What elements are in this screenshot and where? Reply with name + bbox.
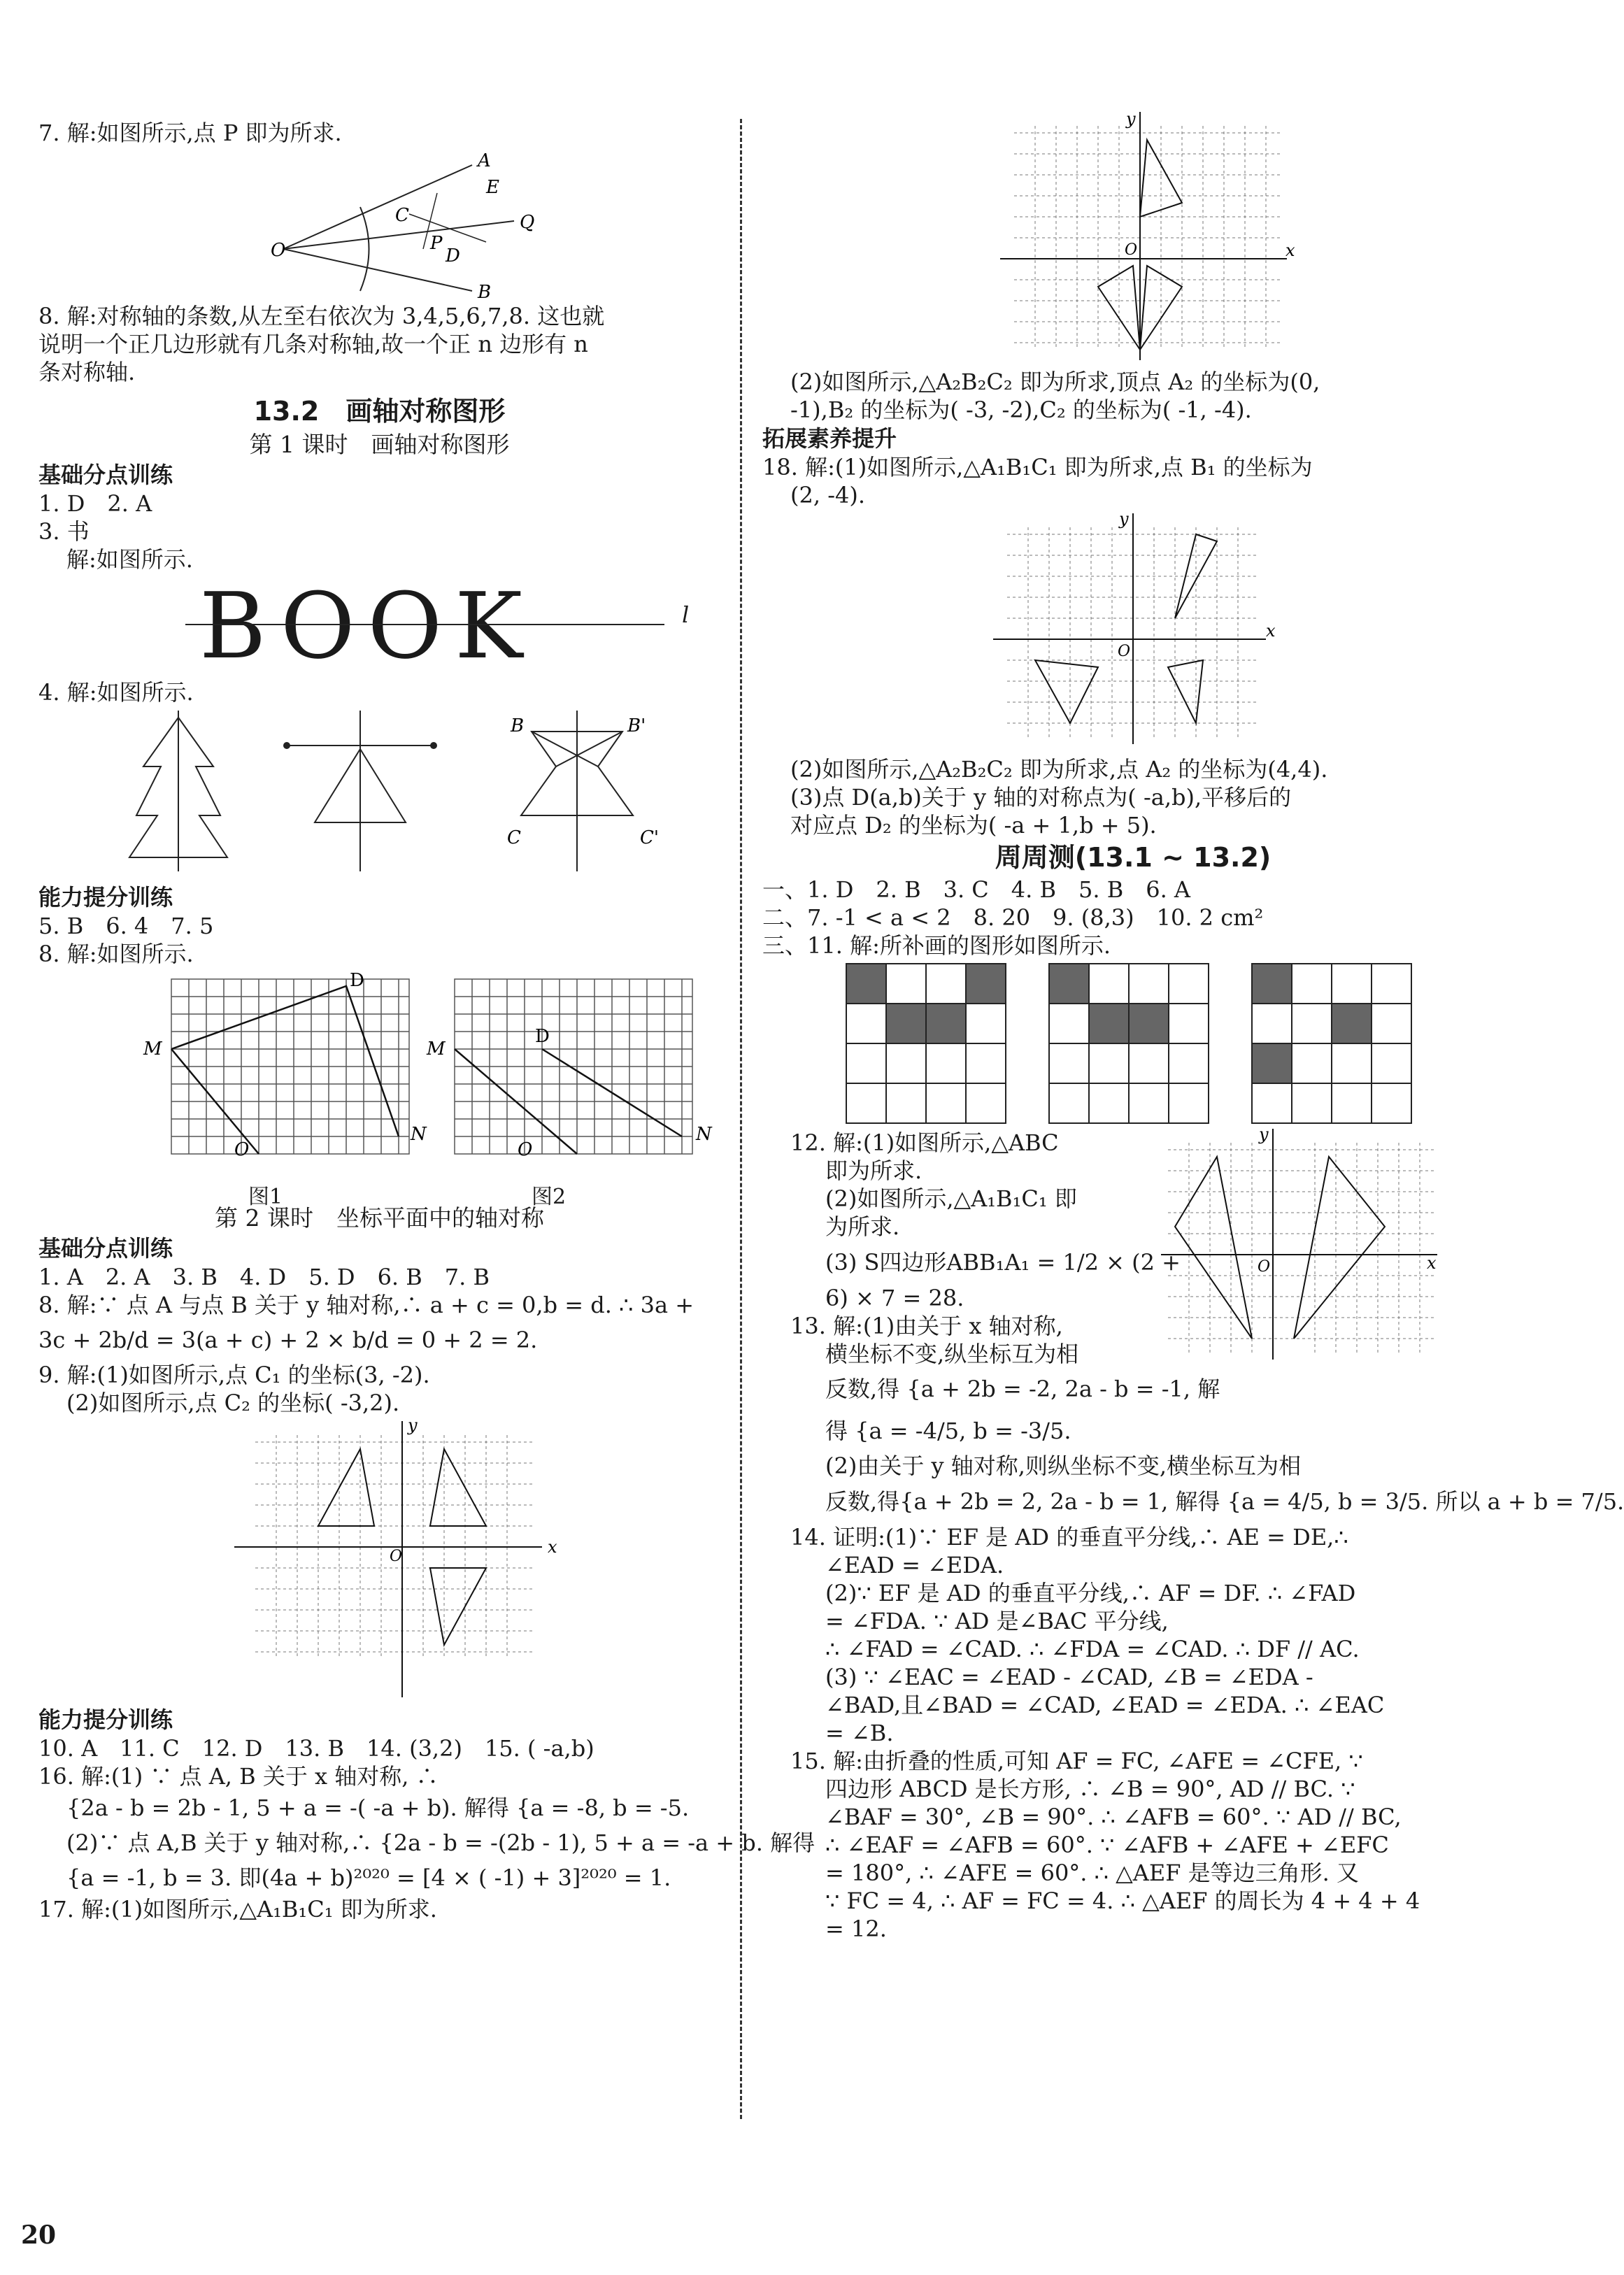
book-axis-label: l xyxy=(682,601,690,628)
svg-text:B: B xyxy=(478,282,492,303)
w14-line7: ∠BAD,且∠BAD = ∠CAD, ∠EAD = ∠EDA. ∴ ∠EAC xyxy=(825,1692,1385,1718)
fig1-label: 图1 xyxy=(248,1185,283,1209)
w12-line6: 6) × 7 = 28. xyxy=(825,1285,964,1311)
w15-line6: ∵ FC = 4, ∴ AF = FC = 4. ∴ △AEF 的周长为 4 + 4 + 4 xyxy=(825,1888,1420,1914)
w12-line3: (2)如图所示,△A₁B₁C₁ 即 xyxy=(825,1185,1077,1212)
w12-line2: 即为所求. xyxy=(825,1157,923,1184)
w15-line7: = 12. xyxy=(825,1916,887,1942)
c8-line2: 3c + 2b/d = 3(a + c) + 2 × b/d = 0 + 2 = 2. xyxy=(38,1327,538,1353)
svg-text:x: x xyxy=(1266,621,1276,641)
a5-answers: 5. B 6. 4 7. 5 xyxy=(38,913,214,939)
b3-solution: 解:如图所示. xyxy=(66,546,193,573)
svg-text:O: O xyxy=(390,1548,403,1565)
w14-line3: (2)∵ EF 是 AD 的垂直平分线,∴ AF = DF. ∴ ∠FAD xyxy=(825,1580,1356,1606)
w13-line5: (2)由关于 y 轴对称,则纵坐标不变,横坐标互为相 xyxy=(825,1453,1302,1479)
fig-labels xyxy=(38,1179,720,1209)
svg-text:O: O xyxy=(271,240,286,261)
r18-line3: (2)如图所示,△A₂B₂C₂ 即为所求,点 A₂ 的坐标为(4,4). xyxy=(790,756,1328,783)
book-axis-line xyxy=(185,624,664,625)
book-figure xyxy=(199,573,720,678)
right-column xyxy=(762,109,1624,1943)
w11-grids xyxy=(846,964,1462,1125)
w13-line4: 得 {a = -4/5, b = -3/5. xyxy=(825,1418,1071,1444)
w13-line6: 反数,得{a + 2b = 2, 2a - b = 1, 解得 {a = 4/5, b = 3/5. 所以 a + b = 7/5. xyxy=(825,1488,1624,1515)
d16-line4: {a = -1, b = 3. 即(4a + b)²⁰²⁰ = [4 × ( -1) + 3]²⁰²⁰ = 1. xyxy=(66,1864,671,1891)
svg-text:Q: Q xyxy=(520,212,535,233)
svg-text:M: M xyxy=(143,1039,162,1060)
b4-figures xyxy=(129,711,759,878)
b1-answers: 1. D 2. A xyxy=(38,490,152,517)
a8-text: 8. 解:如图所示. xyxy=(38,941,194,967)
svg-text:D: D xyxy=(535,1026,550,1047)
r18-line2: (2, -4). xyxy=(790,482,866,508)
q18-coordinate-figure xyxy=(993,509,1276,751)
lesson2-title: 第 2 课时 坐标平面中的轴对称 xyxy=(215,1204,544,1232)
a8-grid-figures xyxy=(108,972,738,1203)
svg-text:x: x xyxy=(1427,1253,1437,1273)
d16-line1: 16. 解:(1) ∵ 点 A, B 关于 x 轴对称, ∴ xyxy=(38,1763,439,1790)
svg-text:y: y xyxy=(408,1415,418,1435)
svg-text:O: O xyxy=(234,1139,250,1160)
left-column xyxy=(38,119,815,1923)
w12-line5: (3) S四边形ABB₁A₁ = 1/2 × (2 + xyxy=(825,1249,1181,1276)
svg-text:O: O xyxy=(1118,643,1131,660)
svg-text:C': C' xyxy=(640,827,660,848)
ability-training-1: 能力提分训练 xyxy=(38,884,173,911)
q8-line3: 条对称轴. xyxy=(38,359,136,385)
w14-line4: = ∠FDA. ∵ AD 是∠BAC 平分线, xyxy=(825,1608,1169,1634)
lesson1-title: 第 1 课时 画轴对称图形 xyxy=(249,431,510,458)
svg-text:O: O xyxy=(1258,1258,1271,1276)
fig2-label: 图2 xyxy=(532,1185,567,1209)
w2-answers: 二、7. -1 < a < 2 8. 20 9. (8,3) 10. 2 cm² xyxy=(762,904,1264,931)
section-title: 13.2 画轴对称图形 xyxy=(253,396,506,427)
svg-text:D: D xyxy=(350,970,364,991)
w1-answers: 一、1. D 2. B 3. C 4. B 5. B 6. A xyxy=(762,876,1191,903)
q7-text: 7. 解:如图所示,点 P 即为所求. xyxy=(38,120,342,146)
d16-line2: {2a - b = 2b - 1, 5 + a = -( -a + b). 解得 {a = -8, b = -5. xyxy=(66,1795,690,1821)
b3-answer: 3. 书 xyxy=(38,518,90,545)
w14-line5: ∴ ∠FAD = ∠CAD. ∴ ∠FDA = ∠CAD. ∴ DF // AC. xyxy=(825,1636,1360,1662)
svg-text:y: y xyxy=(1259,1125,1269,1144)
svg-text:x: x xyxy=(548,1537,557,1557)
q7-figure xyxy=(255,150,535,303)
ability-training-2: 能力提分训练 xyxy=(38,1706,173,1733)
w14-line2: ∠EAD = ∠EDA. xyxy=(825,1552,1004,1578)
w12-block xyxy=(762,1125,1462,1452)
svg-text:y: y xyxy=(1126,109,1136,129)
d10-answers: 10. A 11. C 12. D 13. B 14. (3,2) 15. ( -a,b) xyxy=(38,1735,594,1762)
c8-line1: 8. 解:∵ 点 A 与点 B 关于 y 轴对称,∴ a + c = 0,b = d. ∴ 3a + xyxy=(38,1292,695,1318)
r18-line5: 对应点 D₂ 的坐标为( -a + 1,b + 5). xyxy=(790,812,1157,839)
weekly-test-title: 周周测(13.1 ~ 13.2) xyxy=(995,842,1272,873)
svg-text:A: A xyxy=(478,150,491,171)
svg-text:B': B' xyxy=(627,715,646,736)
svg-text:x: x xyxy=(1285,241,1295,260)
w13-line2: 横坐标不变,纵坐标互为相 xyxy=(825,1341,1079,1367)
svg-text:B: B xyxy=(511,715,525,736)
svg-text:P: P xyxy=(430,233,443,254)
w15-line3: ∠BAF = 30°, ∠B = 90°. ∴ ∠AFB = 60°. ∵ AD // BC, xyxy=(825,1804,1402,1830)
w15-line5: = 180°, ∴ ∠AFE = 60°. ∴ △AEF 是等边三角形. 又 xyxy=(825,1860,1359,1886)
book-word: BOOK xyxy=(199,573,536,679)
q8-line2: 说明一个正几边形就有几条对称轴,故一个正 n 边形有 n xyxy=(38,331,588,357)
w15-line2: 四边形 ABCD 是长方形, ∴ ∠B = 90°, AD // BC. ∵ xyxy=(825,1776,1355,1802)
c9-line1: 9. 解:(1)如图所示,点 C₁ 的坐标(3, -2). xyxy=(38,1362,430,1388)
basic-training-2: 基础分点训练 xyxy=(38,1235,173,1262)
w14-line8: = ∠B. xyxy=(825,1720,894,1746)
column-divider xyxy=(740,119,742,2119)
d16-line3: (2)∵ 点 A,B 关于 y 轴对称,∴ {2a - b = -(2b - 1), 5 + a = -a + b. 解得 xyxy=(66,1830,815,1856)
svg-text:C: C xyxy=(395,205,409,226)
r18-line1: 18. 解:(1)如图所示,△A₁B₁C₁ 即为所求,点 B₁ 的坐标为 xyxy=(762,454,1313,480)
w12-line1: 12. 解:(1)如图所示,△ABC xyxy=(790,1129,1059,1156)
d17-line1: 17. 解:(1)如图所示,△A₁B₁C₁ 即为所求. xyxy=(38,1896,437,1923)
svg-text:N: N xyxy=(411,1124,427,1145)
svg-text:O: O xyxy=(518,1139,533,1160)
svg-text:y: y xyxy=(1119,509,1129,529)
svg-text:E: E xyxy=(486,177,499,198)
q17-coordinate-figure xyxy=(1000,109,1295,364)
page-number: 20 xyxy=(21,2220,57,2250)
svg-text:C: C xyxy=(507,827,521,848)
svg-text:N: N xyxy=(696,1124,712,1145)
r17-line2: -1),B₂ 的坐标为( -3, -2),C₂ 的坐标为( -1, -4). xyxy=(790,397,1252,423)
q8-line1: 8. 解:对称轴的条数,从左至右依次为 3,4,5,6,7,8. 这也就 xyxy=(38,303,605,329)
w14-line6: (3) ∵ ∠EAC = ∠EAD - ∠CAD, ∠B = ∠EDA - xyxy=(825,1664,1313,1690)
c9-coordinate-figure xyxy=(234,1415,557,1701)
svg-text:M: M xyxy=(427,1039,446,1060)
c9-line2: (2)如图所示,点 C₂ 的坐标( -3,2). xyxy=(66,1390,400,1416)
r17-line1: (2)如图所示,△A₂B₂C₂ 即为所求,顶点 A₂ 的坐标为(0, xyxy=(790,369,1320,395)
r18-line4: (3)点 D(a,b)关于 y 轴的对称点为( -a,b),平移后的 xyxy=(790,784,1292,811)
w12-line4: 为所求. xyxy=(825,1213,900,1240)
w13-line1: 13. 解:(1)由关于 x 轴对称, xyxy=(790,1313,1063,1339)
w14-line1: 14. 证明:(1)∵ EF 是 AD 的垂直平分线,∴ AE = DE,∴ xyxy=(790,1524,1348,1550)
svg-text:D: D xyxy=(446,245,460,266)
svg-text:O: O xyxy=(1125,241,1138,259)
w12-coordinate-figure xyxy=(1161,1125,1441,1367)
w15-line4: ∴ ∠EAF = ∠AFB = 60°. ∵ ∠AFB + ∠AFE + ∠EFC xyxy=(825,1832,1389,1858)
w15-line1: 15. 解:由折叠的性质,可知 AF = FC, ∠AFE = ∠CFE, ∵ xyxy=(790,1748,1363,1774)
c1-answers: 1. A 2. A 3. B 4. D 5. D 6. B 7. B xyxy=(38,1264,490,1290)
basic-training-1: 基础分点训练 xyxy=(38,462,173,488)
w3-text: 三、11. 解:所补画的图形如图所示. xyxy=(762,932,1111,959)
w13-line3: 反数,得 {a + 2b = -2, 2a - b = -1, 解 xyxy=(825,1376,1220,1402)
extension-heading: 拓展素养提升 xyxy=(762,425,897,452)
b4-text: 4. 解:如图所示. xyxy=(38,679,194,706)
